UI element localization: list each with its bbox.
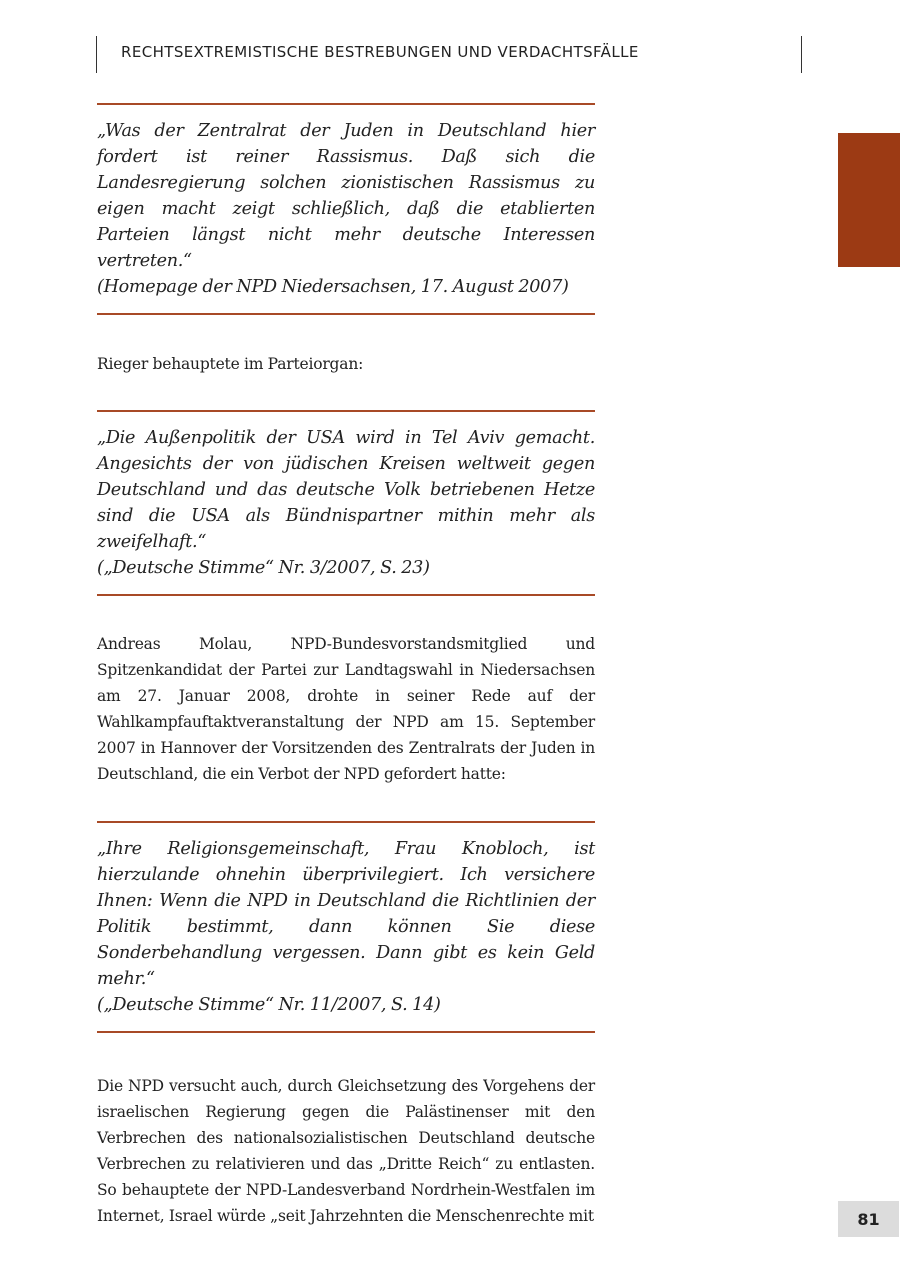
body-paragraph-1: Rieger behauptete im Parteiorgan: xyxy=(97,355,364,373)
quote-source: („Deutsche Stimme“ Nr. 11/2007, S. 14) xyxy=(97,995,441,1015)
body-paragraph-3: Die NPD versucht auch, durch Gleichsetzung des Vorgehens der israelischen Regierung gegen die Palästinenser mit den Verbrechen des nationalsozialistischen Deutschland deutsche Verbrechen zu relativieren und das „Dritte Reich“ zu entlasten. So behauptete der NPD-Landesverband Nordrhein-Westfalen im Internet, Israel würde „seit Jahrzehnten die Menschenrechte mit xyxy=(97,1077,595,1225)
body-paragraph-2: Andreas Molau, NPD-Bundesvorstandsmitglied und Spitzenkandidat der Partei zur Landtagswahl in Niedersachsen am 27. Januar 2008, drohte in seiner Rede auf der Wahlkampfauftaktveranstaltung der NPD am 15. September 2007 in Hannover der Vorsitzenden des Zentralrats der Juden in Deutschland, die ein Verbot der NPD gefordert hatte: xyxy=(97,635,595,783)
running-head: RECHTSEXTREMISTISCHE BESTREBUNGEN UND VERDACHTSFÄLLE xyxy=(121,43,639,61)
quote-block-3 xyxy=(97,821,595,1033)
quote-text: „Ihre Religionsgemeinschaft, Frau Knobloch, ist hierzulande ohnehin überprivilegiert. Ich versichere Ihnen: Wenn die NPD in Deutschland die Richtlinien der Politik bestimmt, dann können Sie diese Sonderbehandlung vergessen. Dann gibt es kein Geld mehr.“ xyxy=(97,839,595,989)
page-number: 81 xyxy=(857,1209,880,1229)
chapter-tab-marker xyxy=(838,133,900,267)
header-right-rule xyxy=(801,36,802,73)
page-content xyxy=(97,103,595,1229)
quote-source: („Deutsche Stimme“ Nr. 3/2007, S. 23) xyxy=(97,558,430,578)
quote-source: (Homepage der NPD Niedersachsen, 17. August 2007) xyxy=(97,277,569,297)
quote-block-2 xyxy=(97,410,595,596)
quote-text: „Die Außenpolitik der USA wird in Tel Aviv gemacht. Angesichts der von jüdischen Kreisen weltweit gegen Deutschland und das deutsche Volk betriebenen Hetze sind die USA als Bündnispartner mithin mehr als zweifelhaft.“ xyxy=(97,428,595,552)
header-left-rule xyxy=(96,36,97,73)
quote-block-1 xyxy=(97,103,595,315)
page-number-box xyxy=(838,1201,899,1237)
quote-text: „Was der Zentralrat der Juden in Deutschland hier fordert ist reiner Rassismus. Daß sich die Landesregierung solchen zionistischen Rassismus zu eigen macht zeigt schließlich, daß die etablierten Parteien längst nicht mehr deutsche Interessen vertreten.“ xyxy=(97,121,595,271)
